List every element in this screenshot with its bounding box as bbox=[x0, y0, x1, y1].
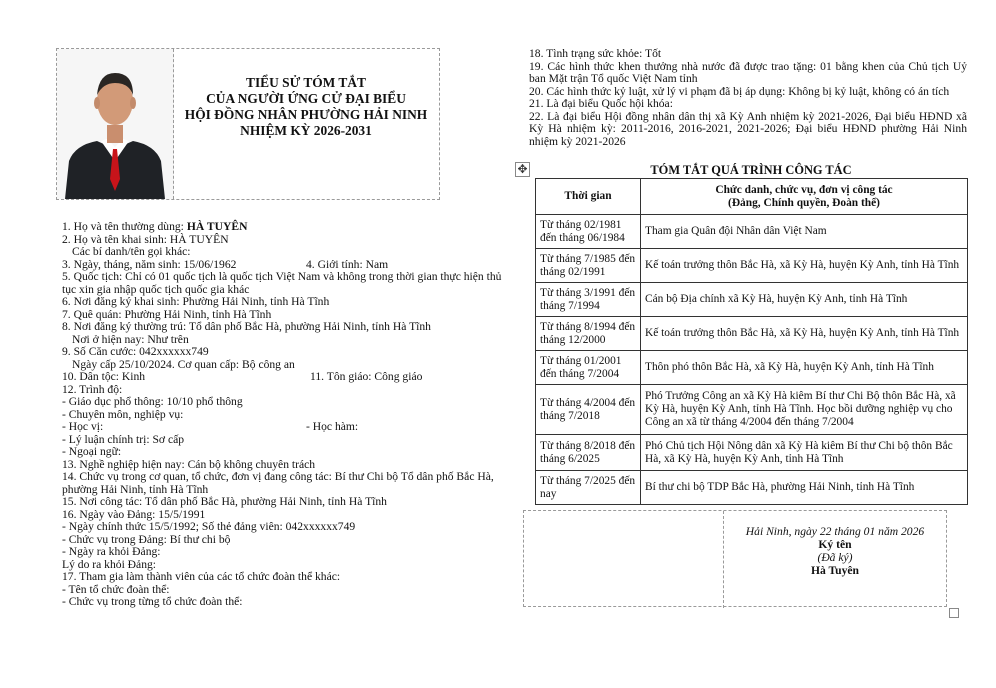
field-organization-name: - Tên tổ chức đoàn thể: bbox=[62, 582, 170, 596]
field-nationality: 5. Quốc tịch: Chỉ có 01 quốc tịch là quốc tịch Việt Nam và không trong thời gian thực hiện thủ tục xin gia nhập quốc tịch quốc gia khác bbox=[62, 270, 502, 296]
row-role: Bí thư chi bộ TDP Bắc Hà, phường Hải Ninh, tỉnh Hà Tĩnh bbox=[641, 471, 968, 505]
field-id-number: 9. Số Căn cước: 042xxxxxx749 bbox=[62, 345, 209, 358]
field-political-theory: - Lý luận chính trị: Sơ cấp bbox=[62, 432, 185, 446]
field-party-join-date: 16. Ngày vào Đảng: 15/5/1991 bbox=[62, 507, 206, 521]
field-awards: 19. Các hình thức khen thưởng nhà nước đã được trao tặng: 01 bằng khen của Chủ tịch Uỷ ban Mặt trận Tổ quốc Việt Nam tỉnh bbox=[529, 59, 967, 85]
table-row bbox=[536, 385, 968, 435]
signature-label: Ký tên bbox=[818, 538, 852, 551]
field-ethnicity-religion bbox=[62, 371, 502, 384]
row-role: Kế toán trưởng thôn Bắc Hà, xã Kỳ Hà, huyện Kỳ Anh, tỉnh Hà Tĩnh bbox=[641, 249, 968, 283]
table-row bbox=[536, 249, 968, 283]
field-degree-title bbox=[62, 421, 502, 434]
field-permanent-residence: 8. Nơi đăng ký thường trú: Tổ dân phố Bắc Hà, phường Hải Ninh, tỉnh Hà Tĩnh bbox=[62, 320, 431, 333]
signature-name: Hà Tuyên bbox=[810, 564, 859, 577]
field-party-position: - Chức vụ trong Đảng: Bí thư chi bộ bbox=[62, 532, 231, 546]
portrait-illustration bbox=[57, 49, 173, 199]
field-religion: 11. Tôn giáo: Công giáo bbox=[310, 370, 423, 383]
row-role: Cán bộ Địa chính xã Kỳ Hà, huyện Kỳ Anh, tỉnh Hà Tĩnh bbox=[641, 283, 968, 317]
field-hometown: 7. Quê quán: Phường Hải Ninh, tỉnh Hà Tĩnh bbox=[62, 307, 272, 321]
row-time: Từ tháng 4/2004 đến tháng 7/2018 bbox=[536, 385, 641, 435]
field-party-official: - Ngày chính thức 15/5/1992; Số thẻ đảng viên: 042xxxxxx749 bbox=[62, 520, 356, 533]
work-history-title: TÓM TẮT QUÁ TRÌNH CÔNG TÁC bbox=[650, 163, 852, 177]
document-title bbox=[173, 75, 439, 139]
title-line-4: NHIỆM KỲ 2026-2031 bbox=[240, 123, 372, 138]
table-row bbox=[536, 351, 968, 385]
title-line-3: HỘI ĐỒNG NHÂN PHƯỜNG HẢI NINH bbox=[184, 107, 428, 122]
table-resize-handle[interactable] bbox=[949, 608, 959, 618]
field-discipline: 20. Các hình thức kỷ luật, xử lý vi phạm đã bị áp dụng: Không bị kỷ luật, không có án tích bbox=[529, 84, 950, 98]
column-header-role bbox=[641, 179, 968, 215]
field-organizations: 17. Tham gia làm thành viên của các tổ chức đoàn thể khác: bbox=[62, 570, 341, 583]
field-ethnicity: 10. Dân tộc: Kinh bbox=[62, 370, 146, 383]
field-party-leave-reason: Lý do ra khỏi Đảng: bbox=[62, 557, 157, 571]
field-general-education: - Giáo dục phổ thông: 10/10 phổ thông bbox=[62, 395, 243, 408]
signature-signed: (Đã ký) bbox=[817, 551, 853, 564]
table-row bbox=[536, 435, 968, 471]
biography-right-column bbox=[529, 48, 967, 148]
field-national-assembly: 21. Là đại biểu Quốc hội khóa: bbox=[529, 97, 673, 110]
table-move-handle-icon[interactable]: ✥ bbox=[515, 162, 530, 177]
table-row bbox=[536, 471, 968, 505]
field-council-delegate: 22. Là đại biểu Hội đồng nhân dân thị xã Kỳ Anh nhiệm kỳ 2021-2026, Đại biểu HĐND xã Kỳ Hà nhiệm kỳ: 2011-2016, 2016-2021, 2021-2026; Đại biểu HĐND phường Hải Ninh nhiệm kỳ 2021-2026 bbox=[529, 109, 967, 148]
field-professional: - Chuyên môn, nghiệp vụ: bbox=[62, 407, 184, 421]
field-health: 18. Tình trạng sức khỏe: Tốt bbox=[529, 47, 662, 60]
column-header-role-line2: (Đảng, Chính quyền, Đoàn thể) bbox=[728, 196, 880, 209]
row-role: Thôn phó thôn Bắc Hà, xã Kỳ Hà, huyện Kỳ Anh, tỉnh Hà Tĩnh bbox=[641, 351, 968, 385]
field-academic-title: - Học hàm: bbox=[306, 420, 359, 433]
row-time: Từ tháng 7/1985 đến tháng 02/1991 bbox=[536, 249, 641, 283]
row-time: Từ tháng 01/2001 đến tháng 7/2004 bbox=[536, 351, 641, 385]
row-role: Tham gia Quân đội Nhân dân Việt Nam bbox=[641, 215, 968, 249]
row-time: Từ tháng 8/1994 đến tháng 12/2000 bbox=[536, 317, 641, 351]
field-foreign-language: - Ngoại ngữ: bbox=[62, 445, 122, 458]
row-time: Từ tháng 8/2018 đến tháng 6/2025 bbox=[536, 435, 641, 471]
portrait-photo bbox=[57, 49, 174, 199]
row-role: Phó Chủ tịch Hội Nông dân xã Kỳ Hà kiêm Bí thư Chi bộ thôn Bắc Hà, xã Kỳ Hà, huyện Kỳ Anh, tỉnh Hà Tĩnh bbox=[641, 435, 968, 471]
field-label: 1. Họ và tên thường dùng: bbox=[62, 220, 187, 233]
table-header-row bbox=[536, 179, 968, 215]
field-id-issue: Ngày cấp 25/10/2024. Cơ quan cấp: Bộ công an bbox=[72, 357, 295, 371]
common-name-value: HÀ TUYÊN bbox=[186, 220, 248, 233]
header-box bbox=[56, 48, 440, 200]
field-gender: 4. Giới tính: Nam bbox=[306, 257, 389, 271]
signature-block bbox=[724, 525, 946, 577]
table-row bbox=[536, 215, 968, 249]
row-time: Từ tháng 3/1991 đến tháng 7/1994 bbox=[536, 283, 641, 317]
biography-left-column bbox=[62, 221, 502, 609]
row-role: Kế toán trưởng thôn Bắc Hà, xã Kỳ Hà, huyện Kỳ Anh, tỉnh Hà Tĩnh bbox=[641, 317, 968, 351]
field-degree: - Học vị: bbox=[62, 420, 104, 433]
column-header-time: Thời gian bbox=[536, 179, 641, 215]
field-birth-name: 2. Họ và tên khai sinh: HÀ TUYÊN bbox=[62, 232, 229, 246]
field-party-leave-date: - Ngày ra khỏi Đảng: bbox=[62, 545, 161, 558]
field-education-heading: 12. Trình độ: bbox=[62, 382, 123, 396]
work-history-table bbox=[535, 178, 968, 505]
field-aliases: Các bí danh/tên gọi khác: bbox=[72, 245, 191, 258]
row-time: Từ tháng 02/1981 đến tháng 06/1984 bbox=[536, 215, 641, 249]
field-position: 14. Chức vụ trong cơ quan, tổ chức, đơn vị đang công tác: Bí thư Chi bộ Tổ dân phố Bắc Hà, phường Hải Ninh, tỉnh Hà Tĩnh bbox=[62, 470, 494, 496]
title-line-2: CỦA NGƯỜI ỨNG CỬ ĐẠI BIỂU bbox=[206, 91, 406, 106]
table-row bbox=[536, 317, 968, 351]
column-header-role-line1: Chức danh, chức vụ, đơn vị công tác bbox=[715, 183, 893, 196]
field-birth-registration: 6. Nơi đăng ký khai sinh: Phường Hải Ninh, tỉnh Hà Tĩnh bbox=[62, 295, 330, 308]
field-occupation: 13. Nghề nghiệp hiện nay: Cán bộ không chuyên trách bbox=[62, 457, 316, 471]
row-time: Từ tháng 7/2025 đến nay bbox=[536, 471, 641, 505]
row-role: Phó Trưởng Công an xã Kỳ Hà kiêm Bí thư Chi Bộ thôn Bắc Hà, xã Kỳ Hà, huyện Kỳ Anh, tỉnh Hà Tĩnh. Học bồi dưỡng nghiệp vụ cho Công an xã từ tháng 4/2004 đến tháng 7/2004 bbox=[641, 385, 968, 435]
table-row bbox=[536, 283, 968, 317]
title-line-1: TIỂU SỬ TÓM TẮT bbox=[246, 75, 366, 90]
field-common-name bbox=[62, 221, 502, 234]
signature-box bbox=[523, 510, 947, 607]
field-organization-role: - Chức vụ trong từng tổ chức đoàn thể: bbox=[62, 595, 243, 608]
field-workplace: 15. Nơi công tác: Tổ dân phố Bắc Hà, phường Hải Ninh, tỉnh Hà Tĩnh bbox=[62, 495, 387, 508]
field-birthdate: 3. Ngày, tháng, năm sinh: 15/06/1962 bbox=[62, 257, 237, 271]
signature-date: Hải Ninh, ngày 22 tháng 01 năm 2026 bbox=[745, 525, 925, 538]
field-current-residence: Nơi ở hiện nay: Như trên bbox=[72, 332, 189, 346]
